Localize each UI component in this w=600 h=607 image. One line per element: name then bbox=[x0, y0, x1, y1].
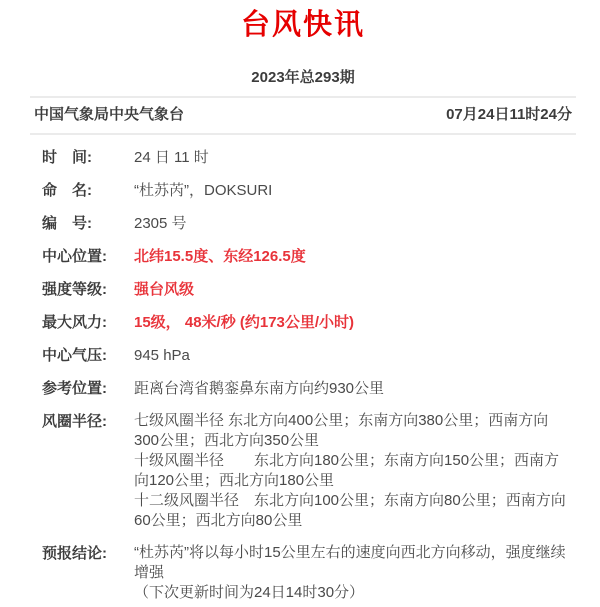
field-label: 风圈半径: bbox=[42, 413, 107, 430]
field-value: “杜苏芮”，DOKSURI bbox=[134, 182, 273, 199]
field-row-wind-circle-radius bbox=[42, 411, 572, 531]
field-value-highlight: 15级， 48米/秒 (约173公里/小时) bbox=[134, 314, 355, 331]
field-row-center-position bbox=[42, 246, 572, 267]
field-row-name bbox=[42, 180, 572, 201]
field-value: 945 hPa bbox=[134, 347, 190, 364]
page-title: 台风快讯 bbox=[240, 9, 365, 41]
field-row-reference-position bbox=[42, 378, 572, 399]
field-value: 2305 号 bbox=[134, 215, 187, 232]
field-label: 预报结论: bbox=[42, 545, 107, 562]
typhoon-bulletin bbox=[0, 6, 600, 603]
forecast-text: “杜苏芮”将以每小时15公里左右的速度向西北方向移动，强度继续增强 bbox=[134, 544, 566, 581]
field-row-intensity bbox=[42, 279, 572, 300]
wind-circle-level12: 十二级风圈半径 东北方向100公里；东南方向80公里；西南方向60公里；西北方向80公里 bbox=[134, 492, 566, 529]
field-row-forecast-conclusion bbox=[42, 543, 572, 603]
meta-row bbox=[34, 105, 572, 125]
next-update-time: （下次更新时间为24日14时30分） bbox=[134, 584, 365, 601]
field-label: 最大风力: bbox=[42, 314, 107, 331]
wind-circle-level10: 十级风圈半径 东北方向180公里；东南方向150公里；西南方向120公里；西北方向180公里 bbox=[134, 452, 560, 489]
field-value: 24 日 11 时 bbox=[134, 149, 209, 166]
divider-top bbox=[30, 96, 576, 98]
field-label: 参考位置: bbox=[42, 380, 107, 397]
issue-datetime: 07月24日11时24分 bbox=[446, 106, 572, 123]
field-value-highlight: 北纬15.5度、东经126.5度 bbox=[134, 248, 306, 265]
field-value bbox=[134, 411, 572, 531]
field-label: 时 间: bbox=[42, 149, 92, 166]
field-label: 中心位置: bbox=[42, 248, 107, 265]
field-value: 距离台湾省鹅銮鼻东南方向约930公里 bbox=[134, 380, 385, 397]
wind-circle-level7: 七级风圈半径 东北方向400公里；东南方向380公里；西南方向300公里；西北方向350公里 bbox=[134, 412, 549, 449]
field-label: 命 名: bbox=[42, 182, 92, 199]
field-row-pressure bbox=[42, 345, 572, 366]
field-label: 强度等级: bbox=[42, 281, 107, 298]
issue-number: 2023年总293期 bbox=[251, 69, 355, 86]
field-label: 编 号: bbox=[42, 215, 92, 232]
agency-name: 中国气象局中央气象台 bbox=[34, 106, 185, 123]
field-list bbox=[34, 147, 572, 603]
field-row-time bbox=[42, 147, 572, 168]
divider-bottom bbox=[30, 133, 576, 135]
field-row-max-wind bbox=[42, 312, 572, 333]
field-label: 中心气压: bbox=[42, 347, 107, 364]
field-row-number bbox=[42, 213, 572, 234]
field-value-highlight: 强台风级 bbox=[134, 281, 195, 298]
field-value bbox=[134, 543, 572, 603]
